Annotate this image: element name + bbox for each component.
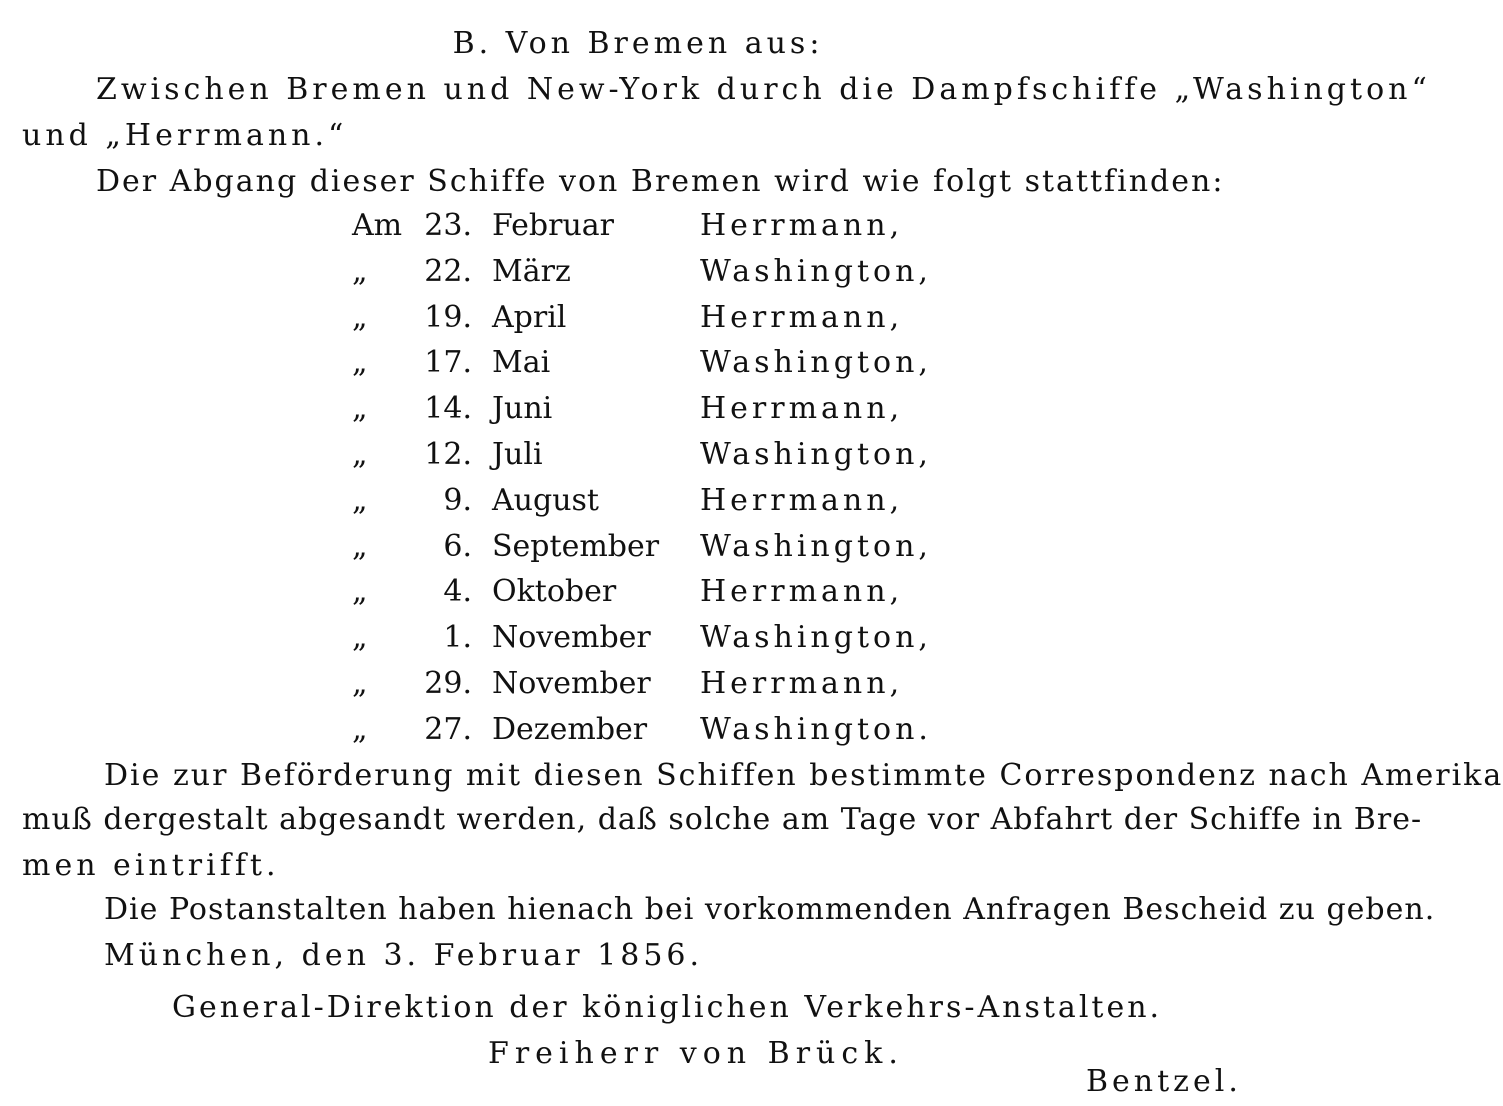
schedule-ship: Herrmann,	[700, 574, 904, 610]
schedule-row	[0, 208, 1276, 254]
schedule-prefix: „	[352, 391, 368, 427]
schedule-month: Dezember	[492, 711, 648, 747]
schedule-day: 14.	[424, 391, 472, 427]
schedule-ship: Washington.	[700, 711, 932, 747]
correspondence-line-2: muß dergestalt abgesandt werden, daß solche am Tage vor Abfahrt der Schiffe in Bre-	[22, 802, 1423, 837]
schedule-row	[0, 529, 1276, 575]
schedule-prefix: „	[352, 528, 368, 564]
signatory: Freiherr von Brück.	[488, 1036, 904, 1071]
schedule-row	[0, 254, 1276, 300]
schedule-prefix: „	[352, 620, 368, 656]
schedule-prefix: „	[352, 253, 368, 289]
departure-schedule	[0, 208, 1276, 760]
section-heading: B. Von Bremen aus:	[452, 26, 824, 61]
schedule-row	[0, 574, 1276, 620]
schedule-prefix: Am	[352, 208, 403, 243]
schedule-ship: Washington,	[700, 528, 932, 564]
schedule-month: Februar	[492, 208, 615, 243]
schedule-ship: Washington,	[700, 253, 932, 289]
schedule-row	[0, 620, 1276, 666]
schedule-ship: Herrmann,	[700, 391, 904, 427]
postal-instruction: Die Postanstalten haben hienach bei vorkommenden Anfragen Bescheid zu geben.	[104, 892, 1436, 927]
countersignature: Bentzel.	[1086, 1064, 1242, 1099]
schedule-prefix: „	[352, 345, 368, 381]
schedule-prefix: „	[352, 666, 368, 701]
schedule-prefix: „	[352, 437, 368, 472]
schedule-month: Mai	[492, 345, 551, 381]
schedule-day: 1.	[443, 620, 472, 656]
correspondence-line-1: Die zur Beförderung mit diesen Schiffen bestimmte Correspondenz nach Amerika	[104, 758, 1503, 793]
schedule-prefix: „	[352, 711, 368, 747]
schedule-day: 19.	[424, 299, 472, 335]
schedule-day: 4.	[443, 574, 472, 610]
schedule-row	[0, 345, 1276, 391]
schedule-day: 6.	[443, 528, 472, 564]
schedule-prefix: „	[352, 299, 368, 335]
schedule-ship: Herrmann,	[700, 208, 904, 243]
schedule-prefix: „	[352, 574, 368, 610]
schedule-ship: Washington,	[700, 437, 932, 472]
schedule-day: 27.	[424, 711, 472, 747]
schedule-row	[0, 483, 1276, 529]
schedule-month: Oktober	[492, 574, 617, 610]
schedule-month: November	[492, 666, 651, 701]
schedule-row	[0, 666, 1276, 712]
correspondence-line-3: men eintrifft.	[22, 848, 280, 883]
schedule-row	[0, 391, 1276, 437]
schedule-day: 22.	[424, 253, 472, 289]
place-and-date: München, den 3. Februar 1856.	[104, 938, 704, 973]
departure-intro: Der Abgang dieser Schiffe von Bremen wird wie folgt stattfinden:	[96, 164, 1225, 199]
schedule-month: August	[492, 482, 599, 518]
schedule-month: September	[492, 528, 660, 564]
schedule-month: Juni	[492, 391, 553, 427]
schedule-ship: Herrmann,	[700, 482, 904, 518]
schedule-row	[0, 437, 1276, 483]
issuing-authority: General-Direktion der königlichen Verkehrs-Anstalten.	[172, 990, 1163, 1025]
schedule-month: November	[492, 620, 651, 656]
schedule-ship: Herrmann,	[700, 299, 904, 335]
schedule-day: 23.	[424, 208, 472, 243]
schedule-day: 17.	[424, 345, 472, 381]
schedule-row	[0, 712, 1276, 758]
schedule-day: 9.	[443, 482, 472, 518]
schedule-ship: Washington,	[700, 345, 932, 381]
schedule-day: 29.	[424, 666, 472, 701]
schedule-ship: Washington,	[700, 620, 932, 656]
schedule-month: April	[492, 299, 567, 335]
schedule-ship: Herrmann,	[700, 666, 904, 701]
intro-line-2: und „Herrmann.“	[22, 118, 348, 153]
schedule-prefix: „	[352, 482, 368, 518]
schedule-day: 12.	[424, 437, 472, 472]
schedule-row	[0, 300, 1276, 346]
intro-line-1: Zwischen Bremen und New-York durch die Dampfschiffe „Washington“	[96, 72, 1431, 107]
schedule-month: Juli	[492, 437, 543, 472]
schedule-month: März	[492, 253, 571, 289]
